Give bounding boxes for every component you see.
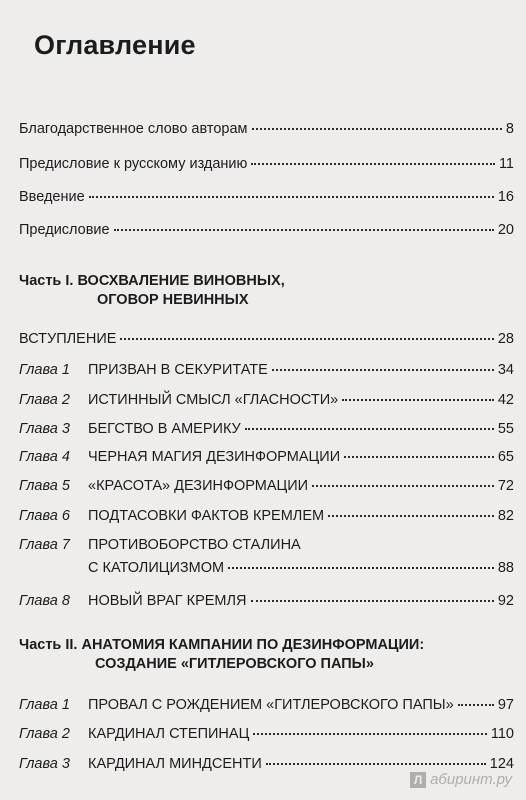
- page-title: Оглавление: [34, 30, 196, 60]
- leader-dots: [252, 128, 502, 130]
- entry-title: «КРАСОТА» ДЕЗИНФОРМАЦИИ: [88, 478, 309, 494]
- leader-dots: [312, 485, 494, 487]
- leader-dots: [89, 196, 494, 198]
- part-heading: [19, 272, 514, 310]
- entry-title: КАРДИНАЛ МИНДСЕНТИ: [88, 756, 262, 772]
- entry-page: 65: [497, 449, 514, 465]
- entry-title: ЧЕРНАЯ МАГИЯ ДЕЗИНФОРМАЦИИ: [88, 449, 341, 465]
- part-heading-line: СОЗДАНИЕ «ГИТЛЕРОВСКОГО ПАПЫ»: [95, 656, 374, 672]
- entry-page: 8: [505, 121, 514, 137]
- toc-entry: [19, 477, 514, 495]
- leader-dots: [251, 600, 494, 602]
- leader-dots: [228, 567, 494, 569]
- toc-entry: [19, 391, 514, 409]
- leader-dots: [114, 229, 494, 231]
- entry-title: ИСТИННЫЙ СМЫСЛ «ГЛАСНОСТИ»: [88, 392, 339, 408]
- chapter-label: Глава 2: [19, 726, 70, 742]
- toc-entry: [19, 221, 514, 239]
- entry-page: 55: [497, 421, 514, 437]
- leader-dots: [272, 369, 494, 371]
- chapter-label: Глава 1: [19, 697, 70, 713]
- chapter-label: Глава 4: [19, 449, 70, 465]
- entry-title: НОВЫЙ ВРАГ КРЕМЛЯ: [88, 593, 247, 609]
- toc-entry: [19, 330, 514, 348]
- entry-page: 42: [497, 392, 514, 408]
- toc-entry: [19, 155, 514, 173]
- part-heading-line: ОГОВОР НЕВИННЫХ: [97, 292, 249, 308]
- chapter-label: Глава 2: [19, 392, 70, 408]
- labirint-logo-icon: Л: [410, 772, 426, 788]
- entry-page: 110: [490, 726, 514, 742]
- entry-title: ВСТУПЛЕНИЕ: [19, 331, 117, 347]
- toc-entry: [19, 188, 514, 206]
- entry-title: Введение: [19, 189, 85, 205]
- toc-entry: [19, 361, 514, 379]
- entry-title-continued: С КАТОЛИЦИЗМОМ: [88, 560, 225, 576]
- leader-dots: [251, 163, 495, 165]
- leader-dots: [344, 456, 494, 458]
- entry-page: 20: [497, 222, 514, 238]
- leader-dots: [266, 763, 486, 765]
- entry-page: 82: [497, 508, 514, 524]
- leader-dots: [342, 399, 494, 401]
- entry-page: 92: [497, 593, 514, 609]
- part-heading: [19, 636, 514, 674]
- toc-entry: [19, 725, 514, 743]
- chapter-label: Глава 3: [19, 421, 70, 437]
- chapter-label: Глава 6: [19, 508, 70, 524]
- chapter-label: Глава 8: [19, 593, 70, 609]
- entry-page: 16: [497, 189, 514, 205]
- entry-page: 97: [497, 697, 514, 713]
- chapter-label: Глава 5: [19, 478, 70, 494]
- leader-dots: [328, 515, 494, 517]
- toc-entry: [19, 696, 514, 714]
- entry-title: ПОДТАСОВКИ ФАКТОВ КРЕМЛЕМ: [88, 508, 325, 524]
- entry-title: Предисловие к русскому изданию: [19, 156, 248, 172]
- entry-title: ПРОВАЛ С РОЖДЕНИЕМ «ГИТЛЕРОВСКОГО ПАПЫ»: [88, 697, 454, 713]
- entry-page: 124: [489, 756, 514, 772]
- entry-title: КАРДИНАЛ СТЕПИНАЦ: [88, 726, 250, 742]
- part-heading-line: Часть II. АНАТОМИЯ КАМПАНИИ ПО ДЕЗИНФОРМАЦИИ:: [19, 637, 425, 653]
- leader-dots: [458, 704, 494, 706]
- entry-page: 34: [497, 362, 514, 378]
- chapter-label: Глава 7: [19, 537, 70, 553]
- toc-entry: [19, 507, 514, 525]
- chapter-label: Глава 3: [19, 756, 70, 772]
- entry-page: 28: [497, 331, 514, 347]
- entry-page: 11: [498, 156, 514, 172]
- entry-title: БЕГСТВО В АМЕРИКУ: [88, 421, 241, 437]
- entry-title: Предисловие: [19, 222, 110, 238]
- leader-dots: [120, 338, 493, 340]
- entry-title: Благодарственное слово авторам: [19, 121, 248, 137]
- toc-entry-first-line: [19, 536, 514, 554]
- toc-entry: [19, 592, 514, 610]
- leader-dots: [253, 733, 487, 735]
- toc-entry: [19, 448, 514, 466]
- entry-page: 88: [497, 560, 514, 576]
- chapter-label: Глава 1: [19, 362, 70, 378]
- watermark-text: абиринт.ру: [430, 771, 512, 788]
- leader-dots: [245, 428, 494, 430]
- toc-entry: [19, 420, 514, 438]
- entry-title: ПРИЗВАН В СЕКУРИТАТЕ: [88, 362, 268, 378]
- entry-title: ПРОТИВОБОРСТВО СТАЛИНА: [88, 537, 301, 553]
- part-heading-line: Часть I. ВОСХВАЛЕНИЕ ВИНОВНЫХ,: [19, 273, 285, 289]
- toc-entry-second-line: [19, 559, 514, 577]
- entry-page: 72: [497, 478, 514, 494]
- toc-entry: [19, 120, 514, 138]
- watermark: [410, 771, 512, 788]
